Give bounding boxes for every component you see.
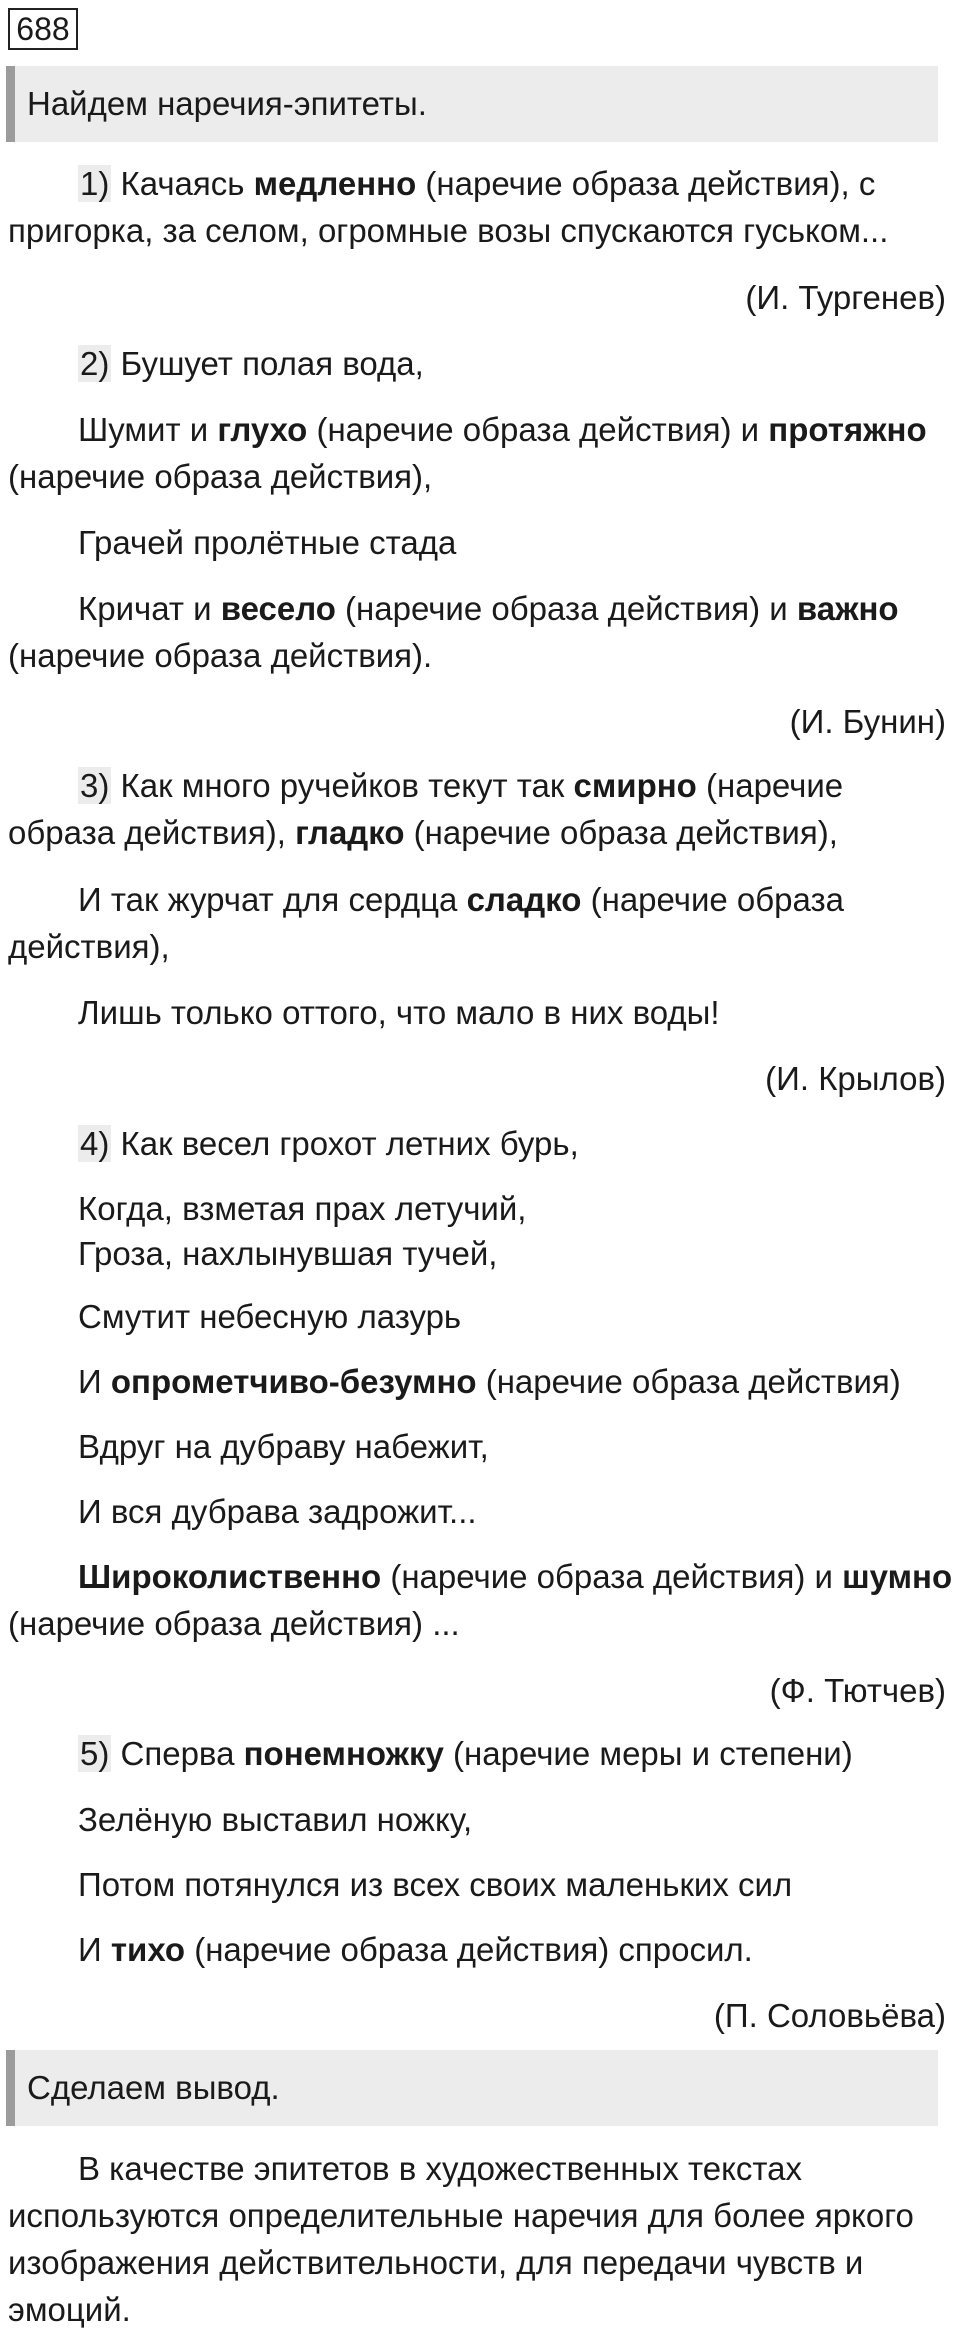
poem-3-line-5: Лишь только оттого, что мало в них воды! (78, 994, 720, 1031)
poem-1-line-1: 1) Качаясь медленно (наречие образа действия), с (80, 165, 876, 202)
item-marker: 4) (80, 1125, 110, 1162)
adverb-highlight: опрометчиво-безумно (110, 1363, 477, 1400)
item-marker: 5) (80, 1735, 110, 1772)
poem-5-line-3: Потом потянулся из всех своих маленьких сил (78, 1866, 793, 1903)
adverb-highlight: Широколиственно (78, 1558, 382, 1595)
adverb-highlight: медленно (253, 165, 417, 202)
adverb-highlight: сладко (466, 881, 582, 918)
poem-4-line-3: Гроза, нахлынувшая тучей, (78, 1235, 498, 1272)
poem-4-line-6: Вдруг на дубраву набежит, (78, 1428, 489, 1465)
section-heading-find: Найдем наречия-эпитеты. (6, 66, 938, 142)
poem-5-line-1: 5) Сперва понемножку (наречие меры и степени) (80, 1735, 853, 1772)
adverb-highlight: протяжно (768, 411, 927, 448)
poem-4-line-8: Широколиственно (наречие образа действия) и шумно (78, 1558, 953, 1595)
adverb-highlight: гладко (295, 814, 405, 851)
poem-3-line-2: образа действия), гладко (наречие образа действия), (8, 814, 838, 851)
poem-4-line-7: И вся дубрава задрожит... (78, 1493, 477, 1530)
poem-2-line-3: (наречие образа действия), (8, 458, 433, 495)
poem-4-line-5: И опрометчиво-безумно (наречие образа действия) (78, 1363, 901, 1400)
poem-4-line-4: Смутит небесную лазурь (78, 1298, 462, 1335)
adverb-highlight: важно (796, 590, 899, 627)
poem-5-author: (П. Соловьёва) (713, 1997, 946, 2034)
item-marker: 2) (80, 345, 110, 382)
poem-2-line-1: 2) Бушует полая вода, (80, 345, 424, 382)
section-heading-conclusion: Сделаем вывод. (6, 2050, 938, 2126)
poem-2-line-6: (наречие образа действия). (8, 637, 433, 674)
poem-5-line-2: Зелёную выставил ножку, (78, 1801, 473, 1838)
item-marker: 1) (80, 165, 110, 202)
adverb-highlight: понемножку (243, 1735, 444, 1772)
poem-4-line-9: (наречие образа действия) ... (8, 1605, 460, 1642)
poem-3-line-4: действия), (8, 928, 170, 965)
task-number: 688 (8, 8, 78, 50)
adverb-highlight: смирно (573, 767, 697, 804)
poem-1-author: (И. Тургенев) (745, 279, 946, 316)
poem-1-line-2: пригорка, за селом, огромные возы спускаются гуськом... (8, 212, 889, 249)
adverb-highlight: глухо (217, 411, 308, 448)
poem-3-author: (И. Крылов) (765, 1060, 946, 1097)
poem-2-line-5: Кричат и весело (наречие образа действия) и важно (78, 590, 899, 627)
poem-2-line-2: Шумит и глухо (наречие образа действия) и протяжно (78, 411, 927, 448)
conclusion-line-3: изображения действительности, для передачи чувств и (8, 2244, 864, 2281)
adverb-highlight: тихо (110, 1931, 186, 1968)
item-marker: 3) (80, 767, 110, 804)
conclusion-line-4: эмоций. (8, 2291, 131, 2328)
adverb-highlight: шумно (842, 1558, 953, 1595)
poem-4-line-2: Когда, взметая прах летучий, (78, 1190, 527, 1227)
poem-4-author: (Ф. Тютчев) (769, 1672, 946, 1709)
conclusion-line-1: В качестве эпитетов в художественных текстах (78, 2150, 802, 2187)
poem-2-line-4: Грачей пролётные стада (78, 524, 457, 561)
adverb-highlight: весело (220, 590, 336, 627)
conclusion-line-2: используются определительные наречия для более яркого (8, 2197, 914, 2234)
poem-2-author: (И. Бунин) (789, 703, 946, 740)
poem-5-line-4: И тихо (наречие образа действия) спросил. (78, 1931, 753, 1968)
poem-3-line-1: 3) Как много ручейков текут так смирно (наречие (80, 767, 844, 804)
poem-4-line-1: 4) Как весел грохот летних бурь, (80, 1125, 579, 1162)
poem-3-line-3: И так журчат для сердца сладко (наречие образа (78, 881, 845, 918)
